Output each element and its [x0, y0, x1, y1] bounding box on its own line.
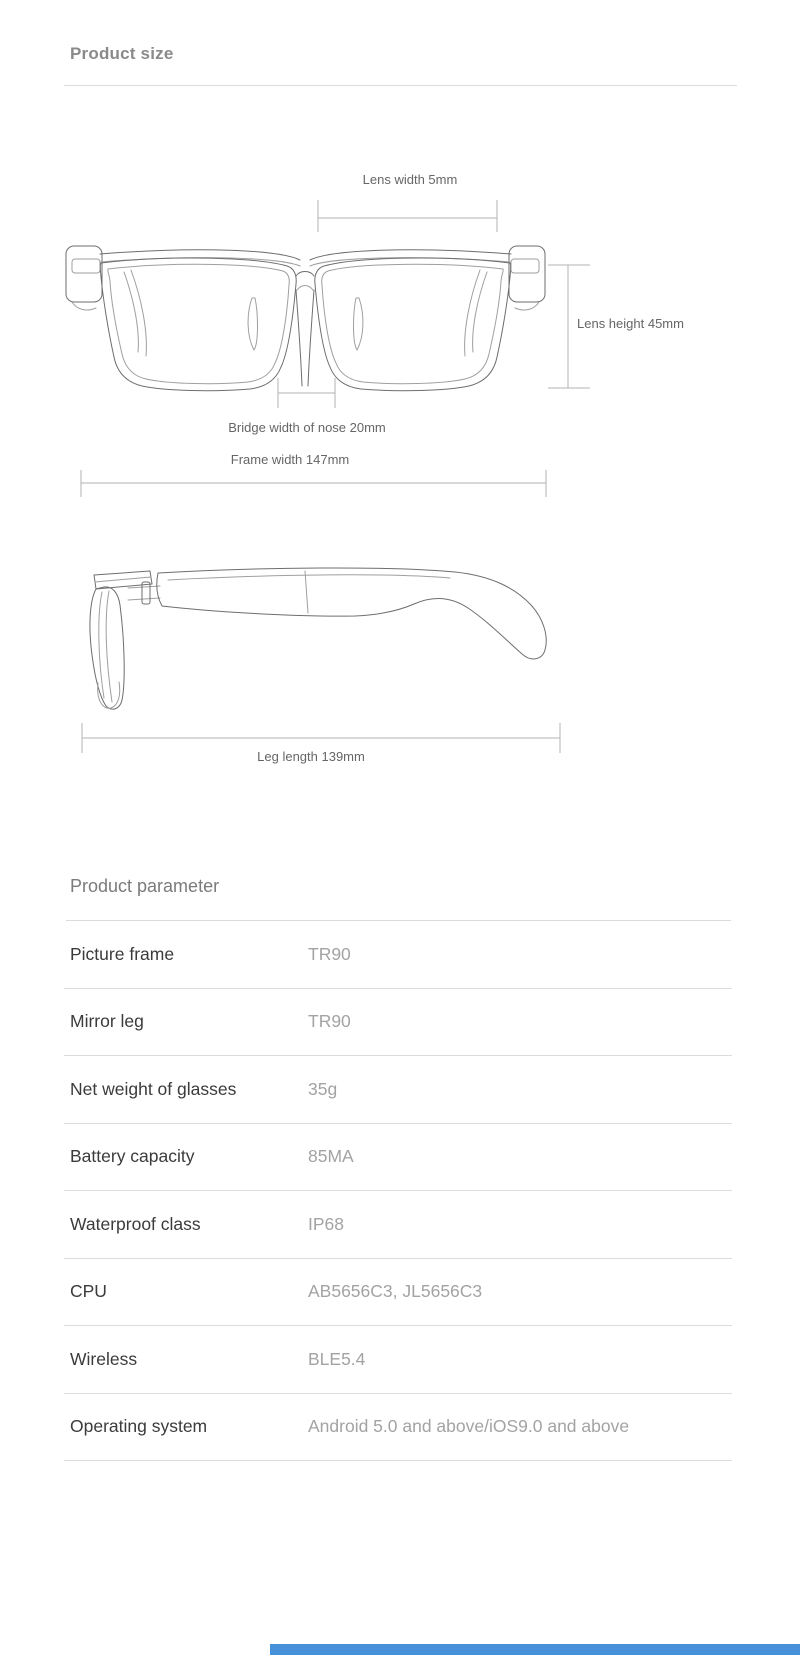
- param-value: 35g: [308, 1078, 338, 1099]
- bridge-width-dimension: [278, 378, 335, 408]
- param-value: TR90: [308, 1011, 351, 1032]
- frame-width-label: Frame width 147mm: [230, 452, 350, 467]
- table-row: [64, 921, 732, 989]
- param-value: IP68: [308, 1213, 344, 1234]
- param-label: Operating system: [70, 1416, 208, 1437]
- glasses-front-view: [66, 246, 545, 391]
- param-label: CPU: [70, 1281, 107, 1302]
- param-value: Android 5.0 and above/iOS9.0 and above: [308, 1416, 630, 1437]
- product-parameter-table: [64, 921, 732, 1461]
- param-value: TR90: [308, 943, 351, 964]
- product-size-title: Product size: [70, 44, 174, 63]
- param-label: Wireless: [70, 1348, 138, 1369]
- table-row: [64, 1191, 732, 1259]
- param-label: Net weight of glasses: [70, 1078, 237, 1099]
- param-label: Waterproof class: [70, 1213, 201, 1234]
- lens-width-label: Lens width 5mm: [362, 172, 458, 187]
- divider: [64, 85, 737, 86]
- param-label: Mirror leg: [70, 1011, 144, 1032]
- glasses-side-view: [90, 568, 546, 709]
- table-row: [64, 989, 732, 1057]
- table-row: [64, 1124, 732, 1192]
- lens-width-dimension: [318, 200, 497, 232]
- param-value: AB5656C3, JL5656C3: [308, 1281, 483, 1302]
- leg-length-label: Leg length 139mm: [257, 749, 365, 764]
- table-row: [64, 1326, 732, 1394]
- param-label: Picture frame: [70, 943, 175, 964]
- param-value: BLE5.4: [308, 1348, 366, 1369]
- table-row: [64, 1259, 732, 1327]
- lens-height-label: Lens height 45mm: [577, 316, 684, 331]
- table-row: [64, 1394, 732, 1462]
- bridge-width-label: Bridge width of nose 20mm: [228, 420, 386, 435]
- frame-width-dimension: [81, 470, 546, 497]
- product-parameter-title: Product parameter: [70, 876, 220, 896]
- param-value: 85MA: [308, 1146, 354, 1167]
- table-row: [64, 1056, 732, 1124]
- bottom-accent-bar: [270, 1644, 800, 1655]
- param-label: Battery capacity: [70, 1146, 195, 1167]
